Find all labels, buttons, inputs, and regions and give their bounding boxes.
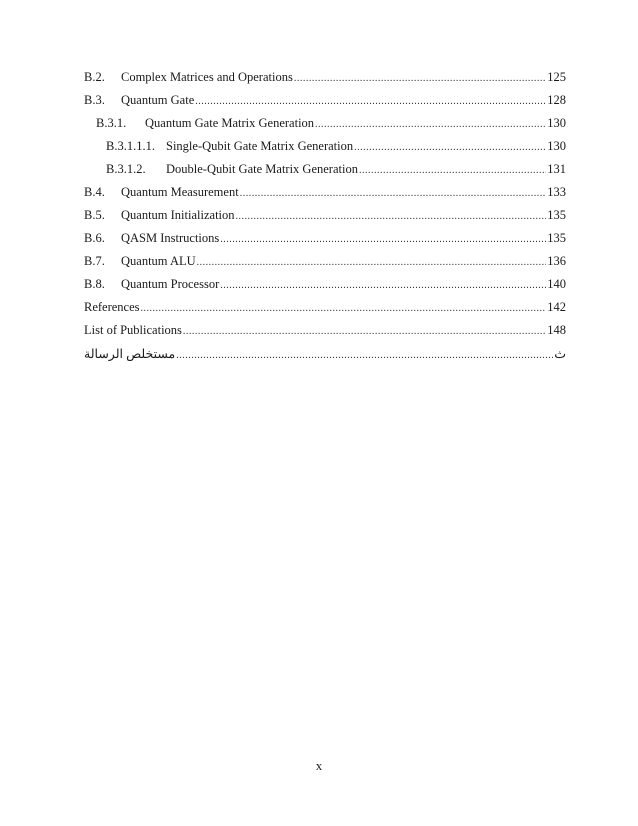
toc-entry-b3-1-2[interactable] (84, 162, 566, 185)
page-number: x (315, 758, 323, 773)
dot-leader (197, 257, 547, 268)
toc-entry-page: 135 (547, 208, 566, 222)
dot-leader (236, 211, 547, 222)
toc-entry-number: B.3.1.1.1. (106, 139, 155, 153)
dot-leader (176, 350, 553, 361)
toc-entry-title: Single-Qubit Gate Matrix Generation (166, 139, 354, 153)
toc-entry-b3-1-1-1[interactable] (84, 139, 566, 162)
dot-leader (354, 142, 546, 153)
toc-entry-number: B.2. (84, 70, 105, 84)
toc-entry-page: ث (554, 347, 566, 361)
dot-leader (195, 96, 546, 107)
toc-entry-b8[interactable] (84, 277, 566, 300)
toc-entry-references[interactable] (84, 300, 566, 323)
dot-leader (220, 280, 546, 291)
toc-entry-arabic-abstract[interactable] (84, 346, 566, 369)
toc-entry-title: List of Publications (84, 323, 182, 337)
toc-entry-title: References (84, 300, 140, 314)
toc-entry-title: Quantum Gate (121, 93, 195, 107)
toc-entry-number: B.5. (84, 208, 105, 222)
toc-entry-number: B.7. (84, 254, 105, 268)
toc-entry-page: 128 (547, 93, 566, 107)
toc-entry-b3[interactable] (84, 93, 566, 116)
toc-entry-title: Quantum Measurement (121, 185, 239, 199)
toc-entry-page: 131 (547, 162, 566, 176)
table-of-contents (84, 70, 566, 369)
toc-entry-publications[interactable] (84, 323, 566, 346)
dot-leader (359, 165, 546, 176)
toc-entry-number: B.4. (84, 185, 105, 199)
toc-entry-page: 130 (547, 116, 566, 130)
toc-entry-title: QASM Instructions (121, 231, 220, 245)
toc-entry-title: Quantum Initialization (121, 208, 235, 222)
toc-entry-title: Double-Qubit Gate Matrix Generation (166, 162, 358, 176)
toc-entry-number: B.6. (84, 231, 105, 245)
toc-entry-page: 135 (547, 231, 566, 245)
toc-entry-b2[interactable] (84, 70, 566, 93)
toc-entry-b3-1[interactable] (84, 116, 566, 139)
toc-entry-title: Quantum Processor (121, 277, 220, 291)
toc-entry-number: B.8. (84, 277, 105, 291)
toc-entry-title: Quantum Gate Matrix Generation (145, 116, 315, 130)
dot-leader (240, 188, 547, 199)
toc-entry-number: B.3.1.2. (106, 162, 146, 176)
toc-entry-title: مستخلص الرسالة (84, 347, 176, 361)
toc-entry-number: B.3. (84, 93, 105, 107)
toc-entry-page: 130 (547, 139, 566, 153)
dot-leader (141, 303, 547, 314)
toc-entry-page: 133 (547, 185, 566, 199)
dot-leader (220, 234, 546, 245)
toc-entry-b5[interactable] (84, 208, 566, 231)
toc-entry-page: 148 (547, 323, 566, 337)
toc-entry-b4[interactable] (84, 185, 566, 208)
toc-entry-b6[interactable] (84, 231, 566, 254)
dot-leader (183, 326, 546, 337)
toc-entry-page: 125 (547, 70, 566, 84)
dot-leader (294, 73, 546, 84)
toc-entry-page: 142 (547, 300, 566, 314)
toc-entry-b7[interactable] (84, 254, 566, 277)
toc-entry-page: 140 (547, 277, 566, 291)
toc-entry-page: 136 (547, 254, 566, 268)
dot-leader (315, 119, 546, 130)
toc-entry-title: Quantum ALU (121, 254, 196, 268)
toc-entry-number: B.3.1. (96, 116, 127, 130)
toc-entry-title: Complex Matrices and Operations (121, 70, 293, 84)
